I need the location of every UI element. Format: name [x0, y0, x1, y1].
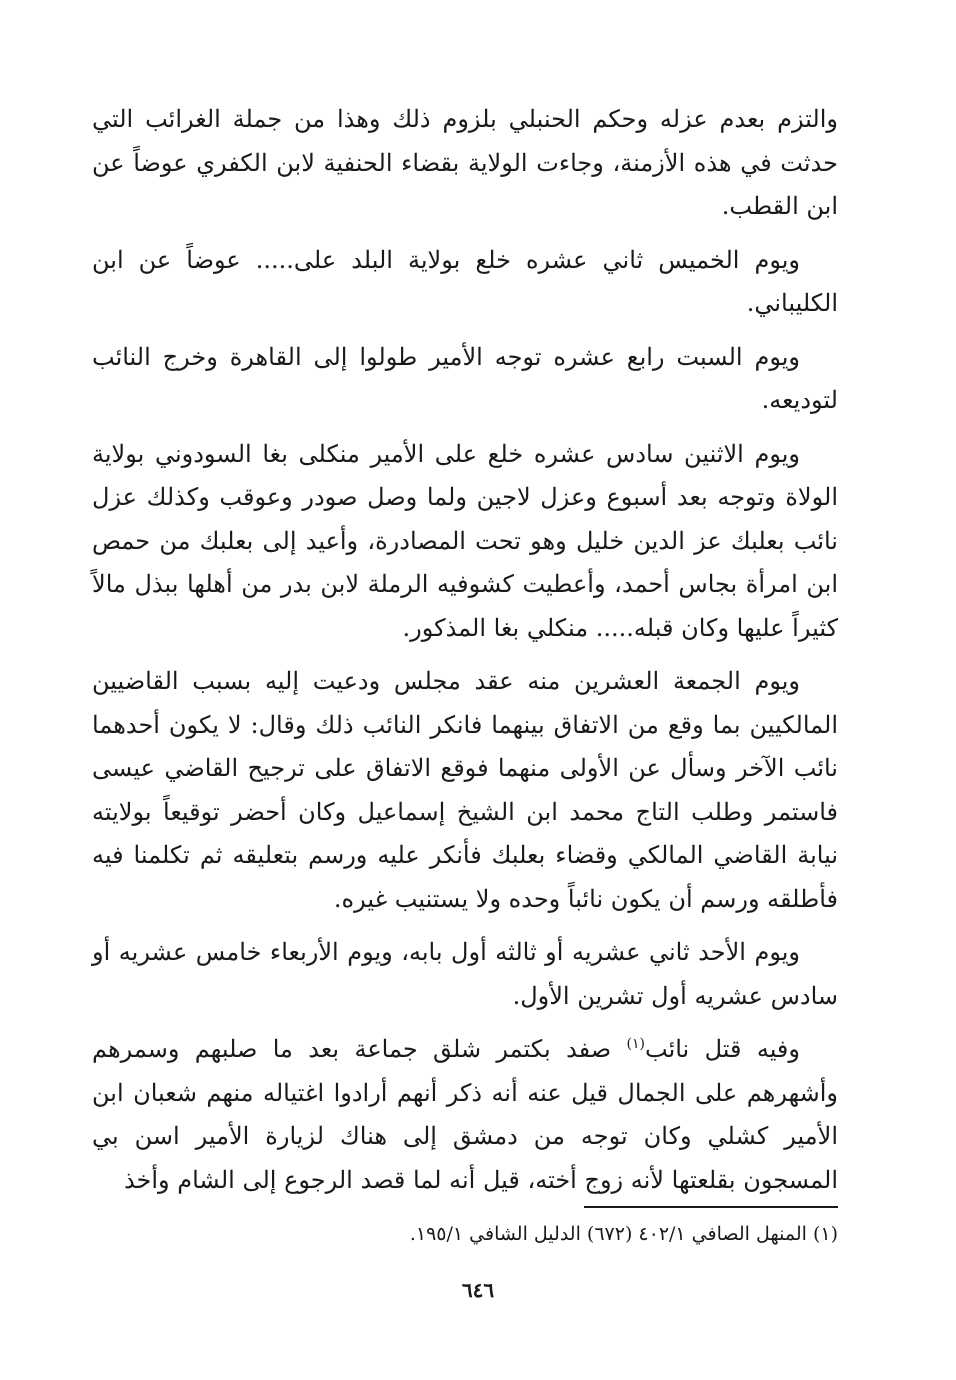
page-number: ٦٤٦ [461, 1278, 495, 1302]
paragraph-3: ويوم السبت رابع عشره توجه الأمير طولوا إلى القاهرة وخرج النائب لتوديعه. [92, 342, 838, 414]
paragraph-7 [92, 1028, 838, 1202]
paragraph-6: ويوم الأحد ثاني عشريه أو ثالثه أول بابه، ويوم الأربعاء خامس عشريه أو سادس عشريه أول تشرين الأول. [92, 938, 838, 1010]
paragraph-5: ويوم الجمعة العشرين منه عقد مجلس ودعيت إليه بسبب القاضيين المالكيين بما وقع من الاتفاق بينهما فانكر النائب ذلك وقال: لا يكون أحدهما نائب الآخر وسأل عن الأولى منهما فوقع الاتفاق على ترجيح القاضي عيسى فاستمر وطلب التاج محمد ابن الشيخ إسماعيل وكان أحضر توقيعاً بولايته نيابة القاضي المالكي وقضاء بعلبك فأنكر عليه ورسم بتعليقه ثم تكلمنا فيه فأطلقه ورسم أن يكون نائباً وحده ولا يستنيب غيره. [92, 667, 838, 913]
footnote-divider [584, 1206, 838, 1208]
paragraph-4: ويوم الاثنين سادس عشره خلع على الأمير منكلى بغا السودوني بولاية الولاة وتوجه بعد أسبوع وعزل لاجين ولما وصل صودر وعوقب وكذلك عزل نائب بعلبك عز الدين خليل وهو تحت المصادرة، وأعيد إلى بعلبك من حمص ابن امرأة بجاس أحمد، وأعطيت كشوفيه الرملة لابن بدر من أهلها ببذل مالاً كثيراً عليها وكان قبله..... منكلي بغا المذكور. [92, 439, 838, 642]
paragraph-7-rest: صفد بكتمر شلق جماعة بعد ما صلبهم وسمرهم وأشهرهم على الجمال قيل عنه أنه ذكر أنهم أرادوا اغتياله منهم شعبان ابن الأمير كشلي وكان توجه من دمشق إلى هناك لزيارة الأمير اسن بي المسجون بقلعتها لأنه زوج أخته، قيل أنه لما قصد الرجوع إلى الشام وأخذ [92, 1035, 838, 1194]
footnote-marker[interactable]: (١) [626, 1036, 645, 1052]
paragraph-1: والتزم بعدم عزله وحكم الحنبلي بلزوم ذلك وهذا من جملة الغرائب التي حدثت في هذه الأزمنة، وجاءت الولاية بقضاء الحنفية لابن الكفري عوضاً عن ابن القطب. [92, 105, 838, 220]
paragraph-7-start: وفيه قتل نائب [645, 1035, 800, 1063]
footnote: (١) المنهل الصافي ٤٠٢/١ (٦٧٢) الدليل الشافي ١٩٥/١. [409, 1223, 838, 1245]
paragraph-2: ويوم الخميس ثاني عشره خلع بولاية البلد على..... عوضاً عن ابن الكليباني. [92, 245, 838, 317]
main-text [92, 98, 838, 1212]
